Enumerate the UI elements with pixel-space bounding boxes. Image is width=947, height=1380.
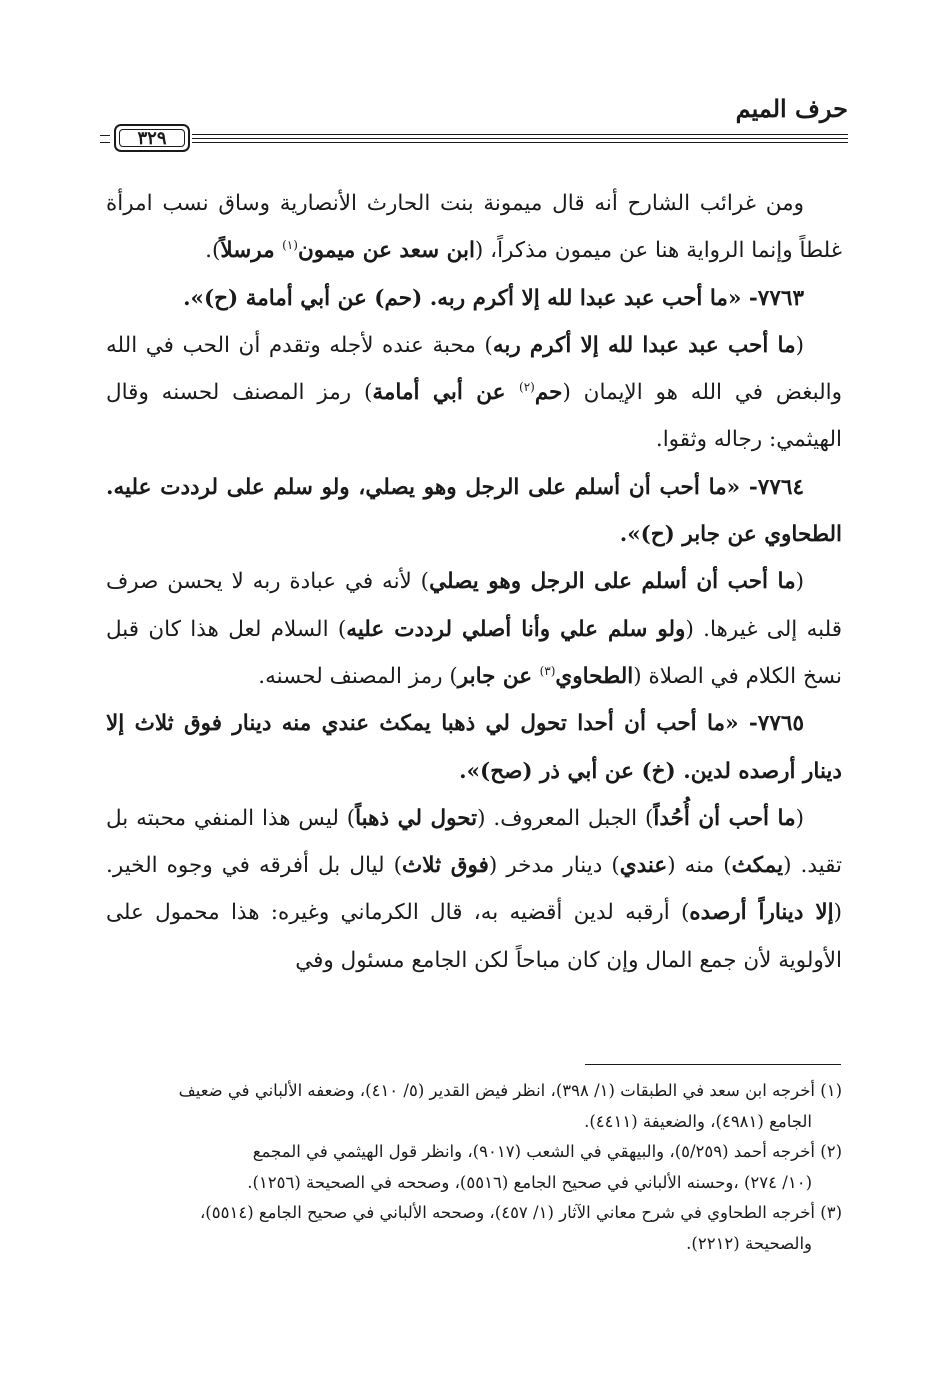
footnote-3 (106, 1198, 842, 1259)
footnote-divider (585, 1064, 841, 1065)
header-rule-line (192, 138, 848, 139)
text-run: ) منه ( (667, 853, 732, 879)
source-citation: عن أبي أمامة (372, 380, 519, 406)
footnote-text: الجامع (٤٩٨١)، والضعيفة (٤٤١١). (584, 1111, 812, 1131)
footnote-text: (٣) أخرجه الطحاوي في شرح معاني الآثار (١/ ٤٥٧)، وصححه الألباني في صحيح الجامع (٥٥١٤)، (199, 1203, 842, 1222)
text-run: ) أرقبه لدين أقضيه به، قال الكرماني وغيره: هذا محمول على الأولوية لأن جمع المال وإن كان مباحاً لكن الجامع مسئول وفي (106, 900, 842, 973)
footnote-1 (106, 1076, 842, 1137)
page-number-box (114, 124, 190, 152)
page-header (100, 92, 848, 152)
source-citation: مرسلاً (220, 238, 283, 264)
text-run: ) دينار مدخر ( (488, 853, 620, 879)
hadith-quote: ما أحب أن أسلم على الرجل وهو يصلي (429, 569, 796, 595)
text-run: ) رمز المصنف لحسنه. (258, 663, 458, 689)
footnote-marker: (٣) (539, 663, 556, 678)
text-run: ) الجبل المعروف. ( (477, 805, 654, 831)
footnote-2 (106, 1137, 842, 1198)
text-run: ) ليس هذا المنفي محبته بل تقيد. ( (106, 805, 842, 879)
hadith-quote: ما أحب عبد عبدا لله إلا أكرم ربه (492, 332, 796, 358)
paragraph (106, 180, 842, 275)
source-citation: حم (534, 380, 563, 406)
hadith-quote: إلا ديناراً أرصده (689, 900, 834, 926)
hadith-quote: عندي (619, 853, 668, 879)
hadith-quote: ما أحب أن أُحُداً (653, 805, 796, 831)
header-rule-tick (100, 135, 110, 143)
footnote-text: (١) أخرجه ابن سعد في الطبقات (١/ ٣٩٨)، انظر فيض القدير (٥/ ٤١٠)، وضعفه الألباني في ضعيف (178, 1081, 842, 1100)
hadith-quote: تحول لي ذهباً (355, 805, 478, 831)
paragraph (106, 558, 842, 700)
header-rule (100, 127, 848, 149)
hadith-quote: ولو سلم علي وأنا أصلي لرددت عليه (346, 616, 686, 642)
hadith-quote: يمكث (731, 853, 784, 879)
text-run: ( (795, 569, 804, 595)
text-run: ( (795, 332, 804, 358)
running-title: حرف الميم (735, 94, 848, 123)
paragraph (106, 795, 842, 984)
footnotes (106, 1076, 842, 1259)
text-run: ومن غرائب الشارح أنه قال ميمونة بنت الحارث الأنصارية وساق نسب امرأة غلطاً وإنما الرواية هنا عن ميمون مذكراً، ( (106, 191, 842, 264)
footnote-text: (١٠/ ٢٧٤) ،وحسنه الألباني في صحيح الجامع (٥٥١٦)، وصححه في الصحيحة (١٢٥٦). (247, 1172, 812, 1192)
source-citation: ابن سعد عن ميمون (297, 238, 475, 264)
hadith-entry-7764: ٧٧٦٤- «ما أحب أن أسلم على الرجل وهو يصلي، ولو سلم على لرددت عليه. الطحاوي عن جابر (ح)». (106, 474, 842, 548)
page-number: ٣٢٩ (137, 127, 167, 149)
text-run: ) لأنه في عبادة ربه لا يحسن صرف قلبه إلى غيرها. ( (106, 569, 842, 642)
source-citation: الطحاوي (555, 663, 634, 689)
source-citation: عن جابر (457, 663, 540, 689)
footnote-marker: (١) (282, 238, 298, 253)
footnote-marker: (٢) (519, 380, 535, 395)
header-rule-line (192, 142, 848, 143)
text-run: ) السلام لعل هذا كان قبل نسخ الكلام في الصلاة ( (106, 616, 842, 689)
main-text (106, 180, 842, 984)
hadith-entry-7763: ٧٧٦٣- «ما أحب عبد عبدا لله إلا أكرم ربه. (حم) عن أبي أمامة (ح)». (183, 285, 804, 311)
header-rule-line (192, 134, 848, 135)
text-run: ( (795, 805, 804, 831)
footnote-text: والصحيحة (٢٢١٢). (686, 1233, 812, 1253)
paragraph (106, 322, 842, 464)
hadith-entry-7765: ٧٧٦٥- «ما أحب أن أحدا تحول لي ذهبا يمكث عندي منه دينار فوق ثلاث إلا دينار أرصده لدين. (خ) عن أبي ذر (صح)». (106, 711, 842, 784)
footnote-text: (٢) أخرجه أحمد (٥/٢٥٩)، والبيهقي في الشعب (٩٠١٧)، وانظر قول الهيثمي في المجمع (252, 1142, 842, 1161)
text-run: ). (205, 238, 221, 264)
hadith-quote: فوق ثلاث (402, 853, 489, 879)
text-run: ) رمز المصنف لحسنه وقال الهيثمي: رجاله وثقوا. (106, 380, 842, 453)
text-run: ) ليال بل أفرقه في وجوه الخير. ( (106, 853, 842, 926)
text-run: ) محبة عنده لأجله وتقدم أن الحب في الله والبغض في الله هو الإيمان ( (106, 332, 842, 406)
